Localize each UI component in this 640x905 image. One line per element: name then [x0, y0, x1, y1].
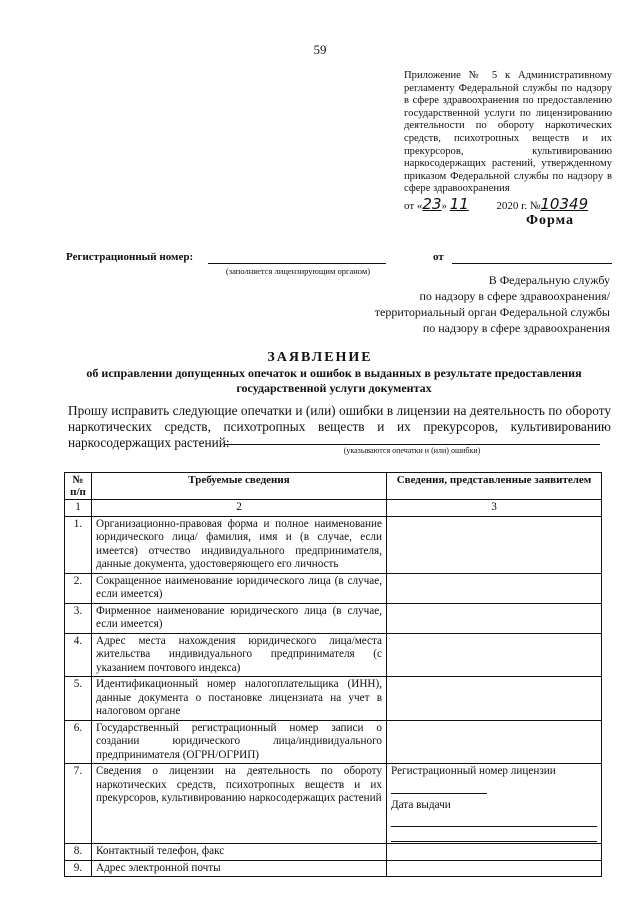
page-number: 59 [313, 42, 327, 57]
approval-date [404, 195, 614, 213]
registration-label: Регистрационный номер: [66, 251, 194, 263]
date-prefix: от « [404, 200, 423, 212]
row-label: Организационно-правовая форма и полное наименование юридического лица/ фамилия, имя и (в случае, если имеется) отчество индивидуального предпринимателя, данные документа, удостоверяющего его личность [92, 516, 387, 573]
errors-input-field[interactable] [224, 444, 600, 445]
row-label: Фирменное наименование юридического лица (в случае, если имеется) [92, 603, 387, 633]
row-label: Контактный телефон, факс [92, 844, 387, 861]
applicant-value-cell[interactable] [387, 573, 602, 603]
header-applicant-info: Сведения, представленные заявителем [387, 473, 602, 500]
applicant-value-cell[interactable] [387, 603, 602, 633]
license-extra-field[interactable] [391, 827, 597, 842]
row-label: Адрес электронной почты [92, 860, 387, 877]
errors-hint: (указываются опечатки и (или) ошибки) [343, 446, 481, 455]
license-info-cell [387, 764, 602, 844]
row-number: 4. [65, 633, 92, 677]
row-number: 1. [65, 516, 92, 573]
license-number-label: Регистрационный номер лицензии [391, 765, 556, 777]
applicant-value-cell[interactable] [387, 677, 602, 721]
applicant-value-cell[interactable] [387, 720, 602, 764]
recipient-line: территориальный орган Федеральной службы [374, 305, 610, 319]
header-number: № п/п [65, 473, 92, 500]
information-table [64, 472, 602, 877]
table-row [65, 677, 602, 721]
from-date-field[interactable] [452, 263, 612, 264]
order-number: 10349 [540, 195, 589, 213]
row-label: Государственный регистрационный номер записи о создании юридического лица/индивидуального предпринимателя (ОГРН/ОГРИП) [92, 720, 387, 764]
issue-date-field[interactable] [391, 812, 597, 827]
date-month: 11 [449, 195, 469, 213]
column-number: 2 [92, 500, 387, 517]
date-mid: » [441, 200, 450, 212]
applicant-value-cell[interactable] [387, 844, 602, 861]
recipient-line: по надзору в сфере здравоохранения [422, 321, 610, 335]
appendix-text: Приложение № 5 к Административному регламенту Федеральной службы по надзору в сфере здравоохранения по предоставлению государственной услуги по лицензированию деятельности по обороту наркотических средств, психотропных веществ и их прекурсоров, культивированию наркосодержащих растений, утвержденному приказом Федеральной службы по надзору в сфере здравоохранения [404, 70, 612, 195]
header-required-info: Требуемые сведения [92, 473, 387, 500]
document-subtitle: об исправлении допущенных опечаток и ошибок в выданных в результате предоставления государственной услуги документах [86, 366, 582, 395]
row-number: 7. [65, 764, 92, 844]
row-number: 2. [65, 573, 92, 603]
applicant-value-cell[interactable] [387, 633, 602, 677]
license-number-field[interactable] [391, 779, 487, 794]
recipient-line: В Федеральную службу [488, 273, 610, 287]
table-row [65, 860, 602, 877]
table-header-row [65, 473, 602, 500]
from-label: от [433, 251, 444, 263]
registration-number-field[interactable] [208, 263, 386, 264]
table-row [65, 633, 602, 677]
document-title: ЗАЯВЛЕНИЕ [267, 350, 373, 365]
row-label: Адрес места нахождения юридического лица/места жительства индивидуального предпринимателя (с указанием почтового индекса) [92, 633, 387, 677]
table-row [65, 764, 602, 844]
applicant-value-cell[interactable] [387, 860, 602, 877]
row-number: 9. [65, 860, 92, 877]
column-number: 3 [387, 500, 602, 517]
date-day: 23 [422, 195, 442, 213]
date-year: 2020 г. № [496, 200, 541, 212]
form-label: Форма [526, 213, 575, 228]
row-number: 5. [65, 677, 92, 721]
appendix-note [404, 70, 612, 196]
request-text: Прошу исправить следующие опечатки и (или) ошибки в лицензии на деятельность по обороту наркотических средств, психотропных веществ и их прекурсоров, культивированию наркосодержащих растений: [68, 403, 611, 450]
applicant-value-cell[interactable] [387, 516, 602, 573]
table-row [65, 603, 602, 633]
column-number: 1 [65, 500, 92, 517]
table-row [65, 573, 602, 603]
table-row [65, 720, 602, 764]
row-label: Сокращенное наименование юридического лица (в случае, если имеется) [92, 573, 387, 603]
row-label: Сведения о лицензии на деятельность по обороту наркотических средств, психотропных веществ и их прекурсоров, культивированию наркосодержащих растений [92, 764, 387, 844]
row-label: Идентификационный номер налогоплательщика (ИНН), данные документа о постановке лицензиата на учет в налоговом органе [92, 677, 387, 721]
issue-date-label: Дата выдачи [391, 798, 451, 811]
row-number: 8. [65, 844, 92, 861]
row-number: 3. [65, 603, 92, 633]
table-column-number-row [65, 500, 602, 517]
row-number: 6. [65, 720, 92, 764]
registration-hint: (заполняется лицензирующим органом) [225, 266, 371, 276]
recipient-line: по надзору в сфере здравоохранения/ [419, 289, 610, 303]
recipient-block [250, 272, 610, 336]
table-row [65, 516, 602, 573]
table-row [65, 844, 602, 861]
